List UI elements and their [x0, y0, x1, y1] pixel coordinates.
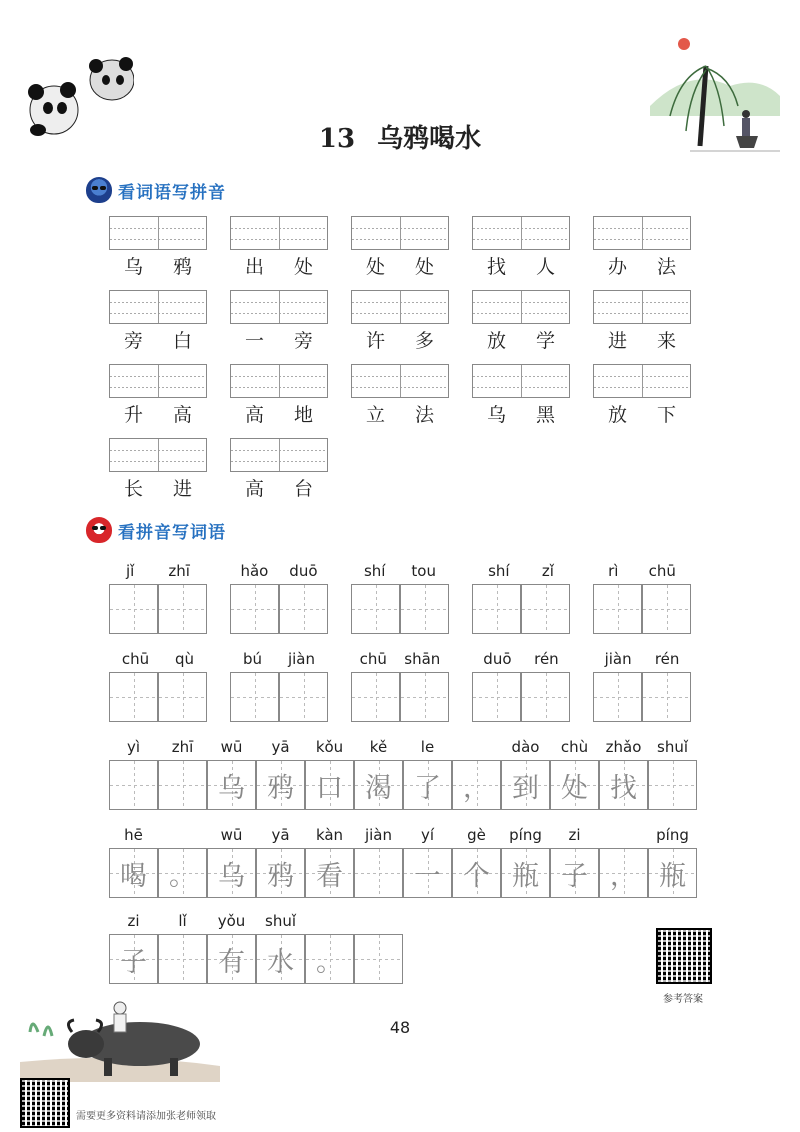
pinyin-answer-box[interactable]	[351, 216, 449, 250]
pinyin-syllable: qù	[175, 650, 195, 668]
pinyin-answer-box[interactable]	[109, 216, 207, 250]
sentence-cell[interactable]	[403, 760, 452, 810]
sentence-cell[interactable]	[452, 848, 501, 898]
character-writing-cell[interactable]	[472, 584, 521, 634]
sentence-character	[159, 935, 206, 983]
sentence-pinyin: yā	[271, 826, 290, 844]
pinyin-syllable: jiàn	[287, 650, 315, 668]
sentence-cell[interactable]	[403, 848, 452, 898]
pinyin-answer-box[interactable]	[230, 364, 328, 398]
word-character: 高	[172, 404, 192, 426]
lesson-number: 13	[318, 124, 356, 154]
sentence-character: 口	[316, 772, 343, 804]
sentence-cell[interactable]	[354, 848, 403, 898]
pinyin-syllable: shí	[363, 562, 386, 580]
word-character: 下	[656, 404, 676, 426]
word-character: 办	[607, 256, 627, 278]
word-character: 放	[486, 330, 506, 352]
character-writing-cell[interactable]	[472, 672, 521, 722]
word-character: 高	[244, 478, 264, 500]
sentence-cell[interactable]	[599, 848, 648, 898]
pinyin-pair	[230, 650, 328, 668]
pinyin-answer-box[interactable]	[472, 290, 570, 324]
character-writing-cell[interactable]	[521, 672, 570, 722]
word-pair	[109, 474, 207, 501]
word-pair	[593, 400, 691, 427]
pinyin-answer-box[interactable]	[109, 438, 207, 472]
sentence-character: 鸦	[267, 860, 294, 892]
pinyin-answer-box[interactable]	[230, 290, 328, 324]
pinyin-syllable: rén	[654, 650, 680, 668]
word-pair	[351, 252, 449, 279]
word-pair	[109, 400, 207, 427]
pinyin-pair	[351, 562, 449, 580]
sentence-pinyin: yǒu	[217, 912, 246, 930]
sentence-cell[interactable]	[256, 848, 305, 898]
word-pair	[230, 252, 328, 279]
section-title: 看词语写拼音	[118, 182, 226, 203]
sentence-pinyin: kàn	[315, 826, 344, 844]
sentence-cell[interactable]	[305, 848, 354, 898]
pinyin-syllable: shān	[404, 650, 441, 668]
sentence-pinyin: zhǎo	[605, 738, 642, 756]
pinyin-syllable: duō	[483, 650, 512, 668]
pinyin-answer-box[interactable]	[593, 216, 691, 250]
pinyin-answer-box[interactable]	[593, 364, 691, 398]
sentence-cell[interactable]	[305, 760, 354, 810]
word-character: 处	[414, 256, 434, 278]
word-character: 旁	[293, 330, 313, 352]
sentence-character: 。	[169, 860, 196, 892]
sentence-character: 一	[414, 860, 441, 892]
sentence-cell[interactable]	[354, 934, 403, 984]
character-writing-cell[interactable]	[279, 584, 328, 634]
character-writing-cell[interactable]	[642, 672, 691, 722]
word-pair	[230, 326, 328, 353]
sentence-cell[interactable]	[256, 760, 305, 810]
sentence-character	[649, 761, 696, 809]
pinyin-pair	[230, 562, 328, 580]
sentence-pinyin: dào	[511, 738, 540, 756]
sentence-cell[interactable]	[207, 934, 256, 984]
pinyin-answer-box[interactable]	[472, 364, 570, 398]
sentence-character: 了	[414, 772, 441, 804]
character-writing-cell[interactable]	[109, 584, 158, 634]
character-writing-cell[interactable]	[400, 672, 449, 722]
pinyin-pair	[593, 562, 691, 580]
pinyin-syllable: tou	[411, 562, 436, 580]
footer-note: 需要更多资料请添加张老师领取	[76, 1111, 216, 1122]
sentence-character: 个	[463, 860, 490, 892]
word-character: 长	[123, 478, 143, 500]
sentence-pinyin: yì	[126, 738, 141, 756]
word-character: 一	[244, 330, 264, 352]
character-writing-cell[interactable]	[158, 672, 207, 722]
sentence-pinyin: kě	[369, 738, 388, 756]
character-writing-cell[interactable]	[521, 584, 570, 634]
pinyin-syllable: chū	[359, 650, 387, 668]
sentence-pinyin: jiàn	[364, 826, 393, 844]
sentence-cell[interactable]	[452, 760, 501, 810]
sentence-pinyin: shuǐ	[265, 912, 296, 930]
sentence-cell[interactable]	[501, 848, 550, 898]
pinyin-pair	[109, 562, 207, 580]
word-character: 白	[172, 330, 192, 352]
word-character: 黑	[535, 404, 555, 426]
sentence-cell[interactable]	[501, 760, 550, 810]
word-character: 鸦	[172, 256, 192, 278]
opera-mask-icon	[86, 517, 112, 543]
word-pair	[230, 474, 328, 501]
sentence-character: 喝	[120, 860, 147, 892]
sentence-character: 有	[218, 946, 245, 978]
sentence-cell[interactable]	[648, 760, 697, 810]
word-pair	[351, 326, 449, 353]
character-writing-cell[interactable]	[230, 672, 279, 722]
character-writing-cell[interactable]	[642, 584, 691, 634]
word-character: 高	[244, 404, 264, 426]
sentence-pinyin: chù	[560, 738, 589, 756]
buffalo-boy-illustration	[20, 992, 220, 1082]
answer-label: 参考答案	[663, 994, 703, 1005]
pinyin-syllable: rén	[534, 650, 559, 668]
sentence-pinyin: wū	[220, 738, 243, 756]
word-pair	[472, 252, 570, 279]
character-writing-cell[interactable]	[109, 672, 158, 722]
word-character: 乌	[486, 404, 506, 426]
sentence-character: 子	[120, 946, 147, 978]
pinyin-syllable: duō	[289, 562, 318, 580]
pinyin-syllable: chū	[648, 562, 676, 580]
qr-code-footer[interactable]	[20, 1078, 70, 1128]
pinyin-answer-box[interactable]	[351, 364, 449, 398]
sentence-character: 。	[316, 946, 343, 978]
pinyin-answer-box[interactable]	[230, 216, 328, 250]
word-character: 出	[244, 256, 264, 278]
section-header-1	[86, 177, 226, 203]
pinyin-syllable: bú	[242, 650, 262, 668]
sentence-character: 瓶	[512, 860, 539, 892]
sentence-character: 鸦	[267, 772, 294, 804]
sentence-character	[355, 935, 402, 983]
word-character: 处	[365, 256, 385, 278]
section-title: 看拼音写词语	[118, 522, 226, 543]
sentence-pinyin: zi	[568, 826, 581, 844]
character-writing-cell[interactable]	[351, 584, 400, 634]
section-header-2	[86, 517, 226, 543]
sentence-pinyin: píng	[509, 826, 542, 844]
sentence-cell[interactable]	[207, 848, 256, 898]
word-pair	[593, 252, 691, 279]
word-character: 法	[656, 256, 676, 278]
sentence-character: ，	[463, 772, 490, 804]
word-character: 学	[535, 330, 555, 352]
sentence-character: 到	[512, 772, 539, 804]
pinyin-syllable: jǐ	[126, 562, 135, 580]
pinyin-answer-box[interactable]	[109, 290, 207, 324]
sentence-pinyin: yí	[420, 826, 435, 844]
page-number: 48	[389, 1018, 411, 1037]
pinyin-pair	[351, 650, 449, 668]
pinyin-answer-box[interactable]	[593, 290, 691, 324]
sentence-character: 乌	[218, 772, 245, 804]
sentence-pinyin: shuǐ	[657, 738, 688, 756]
pinyin-answer-box[interactable]	[230, 438, 328, 472]
sentence-character: 乌	[218, 860, 245, 892]
pinyin-syllable: jiàn	[604, 650, 632, 668]
word-character: 处	[293, 256, 313, 278]
sentence-character: 子	[561, 860, 588, 892]
pinyin-pair	[472, 650, 570, 668]
word-character: 乌	[123, 256, 143, 278]
sentence-pinyin: yā	[271, 738, 290, 756]
word-character: 法	[414, 404, 434, 426]
lesson-title: 乌鸦喝水	[377, 124, 482, 154]
character-writing-cell[interactable]	[158, 584, 207, 634]
sentence-pinyin: wū	[220, 826, 243, 844]
sentence-cell[interactable]	[109, 848, 158, 898]
pinyin-syllable: hǎo	[240, 562, 269, 580]
character-writing-cell[interactable]	[593, 584, 642, 634]
word-character: 进	[607, 330, 627, 352]
sentence-pinyin: kǒu	[315, 738, 344, 756]
word-pair	[351, 400, 449, 427]
word-pair	[593, 326, 691, 353]
sentence-cell[interactable]	[256, 934, 305, 984]
sentence-character: 瓶	[659, 860, 686, 892]
pinyin-syllable: zǐ	[541, 562, 554, 580]
word-character: 立	[365, 404, 385, 426]
sentence-character: 处	[561, 772, 588, 804]
sentence-character	[159, 761, 206, 809]
sentence-pinyin: hē	[124, 826, 143, 844]
sentence-character	[355, 849, 402, 897]
pinyin-answer-box[interactable]	[472, 216, 570, 250]
word-character: 许	[365, 330, 385, 352]
word-character: 找	[486, 256, 506, 278]
sentence-cell[interactable]	[550, 848, 599, 898]
sentence-character: ，	[610, 860, 637, 892]
word-pair	[109, 326, 207, 353]
sentence-cell[interactable]	[648, 848, 697, 898]
word-character: 放	[607, 404, 627, 426]
word-character: 旁	[123, 330, 143, 352]
character-writing-cell[interactable]	[279, 672, 328, 722]
sentence-cell[interactable]	[354, 760, 403, 810]
sentence-character: 水	[267, 946, 294, 978]
sentence-cell[interactable]	[158, 934, 207, 984]
character-writing-cell[interactable]	[351, 672, 400, 722]
sentence-character: 渴	[365, 772, 392, 804]
opera-mask-icon	[86, 177, 112, 203]
pinyin-syllable: chū	[121, 650, 150, 668]
pinyin-syllable: rì	[608, 562, 619, 580]
pinyin-syllable: shí	[488, 562, 510, 580]
sentence-cell[interactable]	[550, 760, 599, 810]
pinyin-pair	[472, 562, 570, 580]
sentence-cell[interactable]	[305, 934, 354, 984]
pinyin-answer-box[interactable]	[351, 290, 449, 324]
sentence-cell[interactable]	[599, 760, 648, 810]
word-pair	[109, 252, 207, 279]
pinyin-answer-box[interactable]	[109, 364, 207, 398]
word-character: 进	[172, 478, 192, 500]
word-pair	[472, 326, 570, 353]
sentence-pinyin: zhī	[171, 738, 194, 756]
word-pair	[472, 400, 570, 427]
sentence-pinyin: píng	[656, 826, 689, 844]
sentence-character	[110, 761, 157, 809]
character-writing-cell[interactable]	[593, 672, 642, 722]
word-character: 升	[123, 404, 143, 426]
word-pair	[230, 400, 328, 427]
sentence-pinyin: le	[420, 738, 435, 756]
sentence-cell[interactable]	[109, 760, 158, 810]
sentence-character: 找	[610, 772, 637, 804]
sentence-cell[interactable]	[158, 760, 207, 810]
word-character: 来	[656, 330, 676, 352]
sentence-character: 看	[316, 860, 343, 892]
word-character: 地	[293, 404, 313, 426]
word-character: 台	[293, 478, 313, 500]
pinyin-pair	[109, 650, 207, 668]
sentence-cell[interactable]	[109, 934, 158, 984]
pinyin-syllable: zhī	[168, 562, 190, 580]
word-character: 人	[535, 256, 555, 278]
sentence-pinyin: gè	[467, 826, 486, 844]
qr-code-answers[interactable]	[656, 928, 712, 984]
pinyin-pair	[593, 650, 691, 668]
character-writing-cell[interactable]	[230, 584, 279, 634]
sentence-pinyin: zi	[127, 912, 140, 930]
word-character: 多	[414, 330, 434, 352]
sentence-cell[interactable]	[207, 760, 256, 810]
character-writing-cell[interactable]	[400, 584, 449, 634]
sentence-pinyin: lǐ	[178, 912, 187, 930]
page-title	[0, 118, 800, 155]
sentence-cell[interactable]	[158, 848, 207, 898]
